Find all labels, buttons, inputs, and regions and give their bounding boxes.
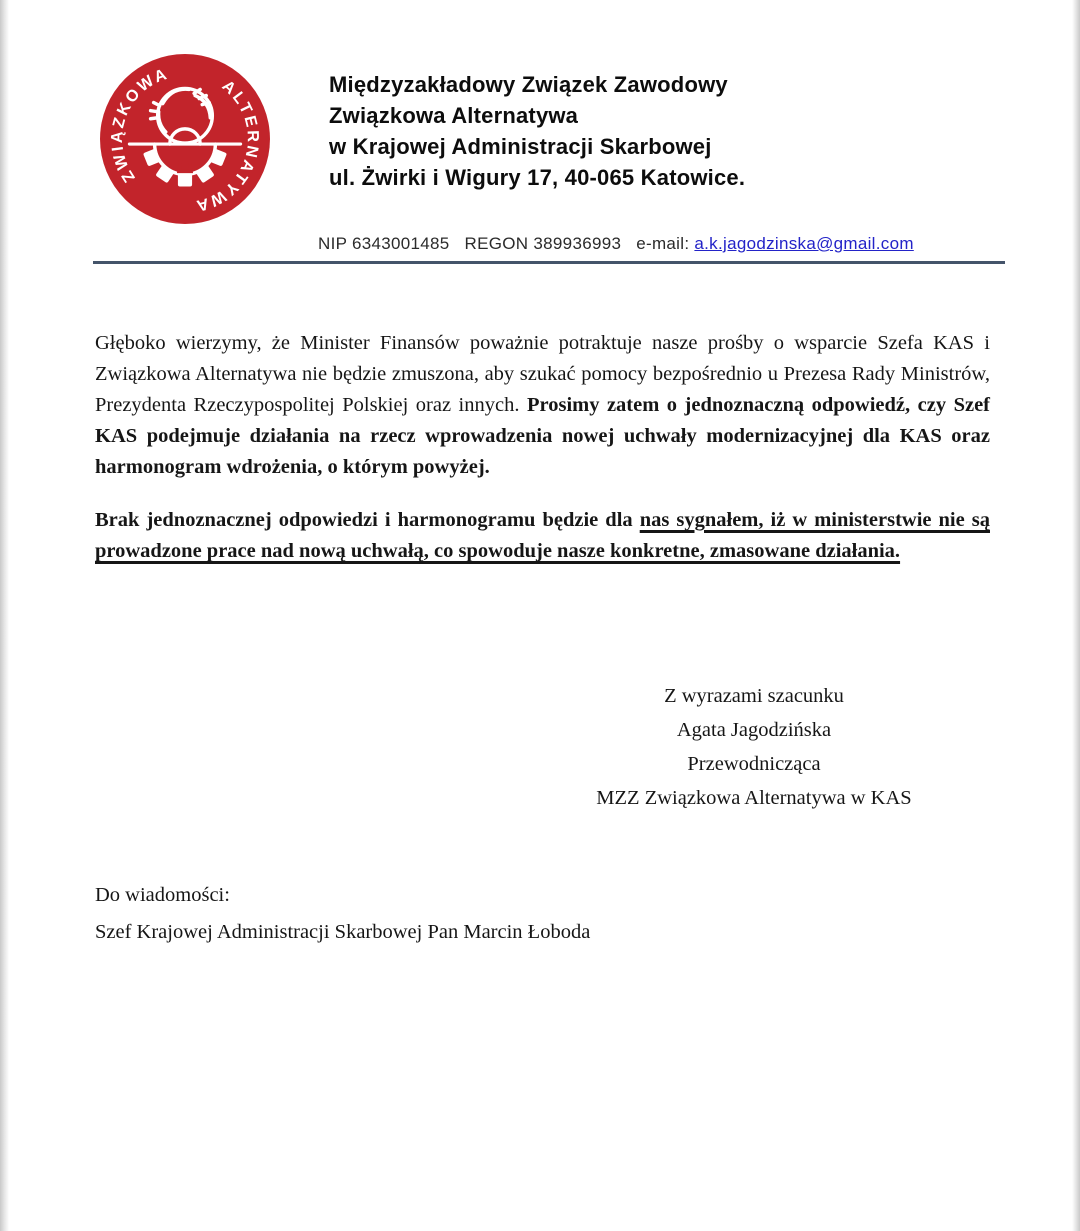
letterhead <box>95 0 990 225</box>
email-link[interactable]: a.k.jagodzinska@gmail.com <box>694 234 914 253</box>
letterhead-divider <box>93 261 1005 264</box>
scan-edge-left <box>0 0 9 1231</box>
org-address-block <box>329 53 745 193</box>
regon-label: REGON <box>464 234 529 253</box>
org-line-2: Związkowa Alternatywa <box>329 103 579 128</box>
org-line-1: Międzyzakładowy Związek Zawodowy <box>329 72 728 97</box>
signature-title: Przewodnicząca <box>687 753 821 775</box>
paragraph-warning <box>95 505 990 567</box>
union-logo <box>99 53 271 225</box>
paragraph-warning-lead: Brak jednoznacznej odpowiedzi i harmonogramu będzie dla <box>95 509 640 531</box>
nip-value: 6343001485 <box>351 234 450 253</box>
logo-arc-text-left: ZWIĄZKOWA <box>107 64 172 186</box>
org-line-3: w Krajowej Administracji Skarbowej <box>329 134 712 159</box>
signature-closing: Z wyrazami szacunku <box>664 685 844 707</box>
cc-recipient: Szef Krajowej Administracji Skarbowej Pan Marcin Łoboda <box>95 921 591 943</box>
email-label: e-mail: <box>636 234 690 253</box>
nip-label: NIP <box>318 234 347 253</box>
signature-block <box>564 679 944 815</box>
letter-body <box>95 328 990 951</box>
logo-arc-text-right: ALTERNATYWA <box>192 76 263 216</box>
paragraph-appeal <box>95 328 990 483</box>
cc-block <box>95 877 990 951</box>
signature-organization: MZZ Związkowa Alternatywa w KAS <box>596 787 912 809</box>
regon-value: 389936993 <box>533 234 622 253</box>
scan-edge-right <box>1072 0 1080 1231</box>
cc-heading: Do wiadomości: <box>95 884 230 906</box>
org-line-4: ul. Żwirki i Wigury 17, 40-065 Katowice. <box>329 165 746 190</box>
contact-line <box>318 234 990 254</box>
paragraph-appeal-bold: Prosimy zatem o jednoznaczną odpowiedź, czy Szef KAS podejmuje działania na rzecz wprowadzenia nowej uchwały modernizacyjnej dla KAS oraz harmonogram wdrożenia, o którym powyżej. <box>95 394 990 478</box>
paragraph-appeal-normal: Głęboko wierzymy, że Minister Finansów poważnie potraktuje nasze prośby o wsparcie Szefa KAS i Związkowa Alternatywa nie będzie zmuszona, aby szukać pomocy bezpośrednio u Prezesa Rady Ministrów, Prezydenta Rzeczypospolitej Polskiej oraz innych. <box>95 332 990 416</box>
signature-name: Agata Jagodzińska <box>676 719 832 741</box>
paragraph-warning-underlined: nas sygnałem, iż w ministerstwie nie są prowadzone prace nad nową uchwałą, co spowoduje nasze konkretne, zmasowane działania. <box>95 509 990 562</box>
